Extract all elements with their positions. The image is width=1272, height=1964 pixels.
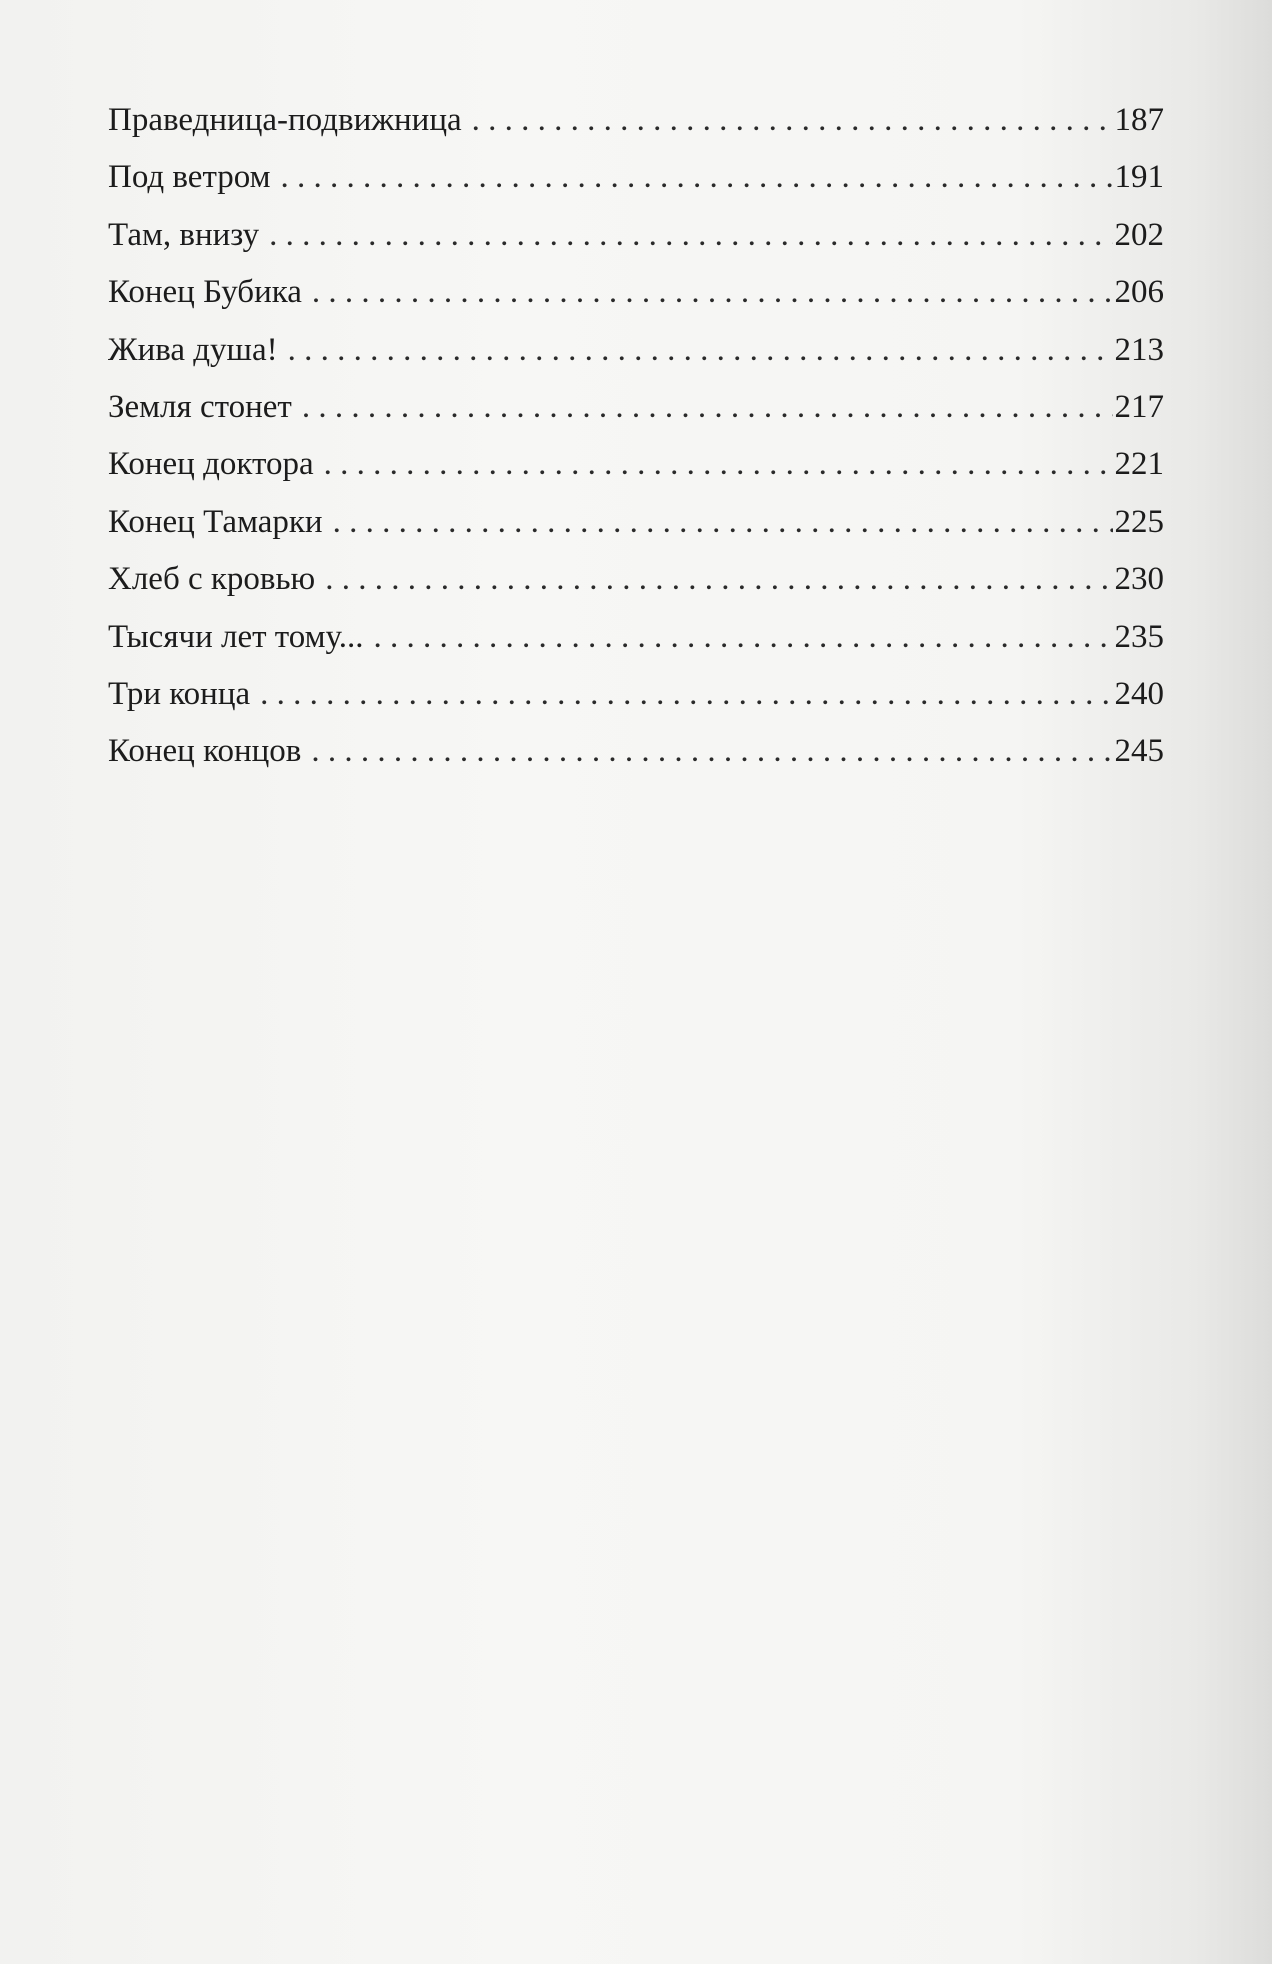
toc-entry-title: Праведница-подвижница: [108, 102, 462, 138]
toc-entry-page: 191: [1114, 159, 1164, 196]
toc-entry-page: 245: [1114, 733, 1164, 770]
toc-entry: [108, 322, 1164, 379]
toc-entry-page: 235: [1114, 618, 1164, 655]
toc-entry-page: 217: [1114, 388, 1164, 425]
toc-entry-page: 240: [1114, 675, 1164, 712]
toc-entry-title: Земля стонет: [108, 388, 292, 425]
toc-entry: [108, 551, 1164, 608]
toc-entry-page: 213: [1114, 331, 1164, 368]
toc-entry: [108, 207, 1164, 264]
toc-entry: [108, 436, 1164, 493]
toc-leader-dots: [288, 322, 1113, 379]
toc-entry-title: Под ветром: [108, 159, 271, 196]
toc-entry-page: 221: [1114, 446, 1164, 483]
toc-entry-title: Хлеб с кровью: [108, 561, 316, 598]
table-of-contents: [108, 92, 1164, 781]
toc-leader-dots: [302, 379, 1113, 436]
toc-leader-dots: [333, 494, 1113, 551]
toc-entry-title: Конец концов: [108, 733, 302, 770]
toc-entry-title: Жива душа!: [108, 331, 278, 368]
toc-entry-title: Конец доктора: [108, 446, 314, 483]
toc-entry: [108, 609, 1164, 666]
toc-entry-page: 230: [1114, 561, 1164, 598]
toc-leader-dots: [472, 92, 1113, 149]
toc-leader-dots: [269, 207, 1112, 264]
toc-entry-page: 187: [1114, 102, 1164, 138]
toc-entry-title: Конец Бубика: [108, 274, 302, 311]
toc-entry: [108, 723, 1164, 780]
toc-entry-title: Конец Тамарки: [108, 503, 323, 540]
toc-leader-dots: [311, 723, 1112, 780]
toc-entry-title: Три конца: [108, 675, 251, 712]
toc-entry: [108, 264, 1164, 321]
toc-leader-dots: [281, 149, 1113, 206]
toc-entry: [108, 666, 1164, 723]
toc-leader-dots: [260, 666, 1112, 723]
toc-leader-dots: [325, 551, 1112, 608]
toc-entry: [108, 494, 1164, 551]
toc-entry-page: 206: [1114, 274, 1164, 311]
toc-entry-page: 202: [1114, 216, 1164, 253]
toc-entry-title: Там, внизу: [108, 216, 260, 253]
toc-entry: [108, 92, 1164, 149]
toc-entry: [108, 149, 1164, 206]
toc-entry-page: 225: [1114, 503, 1164, 540]
toc-entry-title: Тысячи лет тому...: [108, 618, 364, 655]
toc-leader-dots: [374, 609, 1113, 666]
toc-entry: [108, 379, 1164, 436]
toc-leader-dots: [312, 264, 1113, 321]
toc-leader-dots: [324, 436, 1113, 493]
